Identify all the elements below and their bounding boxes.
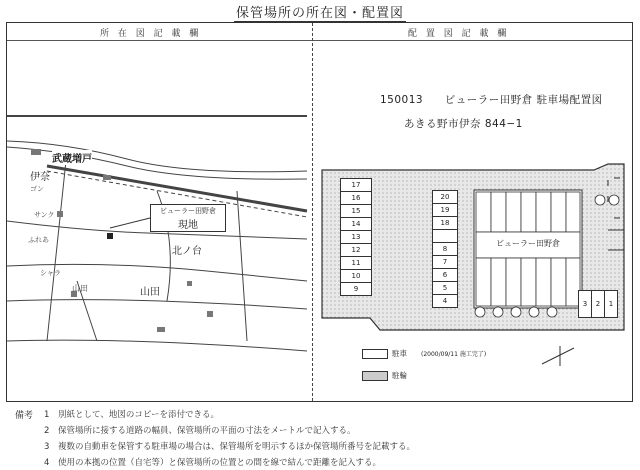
parking-space: 18 [433, 217, 457, 230]
site-pointer [108, 212, 152, 232]
parking-space: 4 [442, 297, 448, 305]
parking-space: 1 [608, 300, 614, 308]
notes-label: 備考 [15, 411, 34, 421]
station-label: 武蔵増戸 [52, 150, 92, 165]
parking-space: 7 [433, 256, 457, 269]
area-label-ina: 伊奈 [30, 172, 50, 183]
legend-other [362, 370, 407, 381]
note-item: 4 使用の本拠の位置（自宅等）と保管場所の位置との間を線で結んで距離を記入する。 [44, 458, 382, 468]
plan-heading [380, 92, 603, 107]
note-item: 1 別紙として、地図のコピーを添付できる。 [44, 410, 219, 420]
parking-space: 20 [433, 191, 457, 204]
legend-other-swatch [362, 371, 388, 381]
parking-space: 2 [592, 291, 605, 317]
parking-space: 14 [341, 218, 371, 231]
small-label: 山田 [72, 284, 88, 293]
parking-space: 12 [341, 244, 371, 257]
property-address: あきる野市伊奈 844−1 [404, 118, 523, 130]
location-map-header: 所 在 図 記 載 欄 [100, 29, 202, 39]
parking-space: 19 [433, 204, 457, 217]
document-title: 保管場所の所在図・配置図 [235, 6, 404, 21]
area-label-kitanodai: 北ノ台 [172, 246, 202, 257]
parking-space-blank [433, 230, 457, 243]
small-label: ふれあ [28, 236, 49, 244]
legend-parking-note: (2000/09/11 施工完了) [421, 351, 487, 358]
parking-space: 8 [433, 243, 457, 256]
site-callout [150, 204, 226, 232]
property-number: 150013 [380, 94, 424, 106]
note-item: 3 複数の自動車を保管する駐車場の場合は、保管場所を明示するほか保管場所番号を記載する。 [44, 442, 416, 452]
parking-space: 3 [579, 291, 592, 317]
legend-parking-swatch [362, 349, 388, 359]
parking-space: 16 [341, 192, 371, 205]
layout-plan-header: 配 置 図 記 載 欄 [408, 29, 510, 39]
north-arrow [538, 342, 578, 370]
parking-space: 9 [353, 285, 359, 293]
parking-space: 10 [341, 270, 371, 283]
parking-space: 17 [341, 179, 371, 192]
parking-column-middle [432, 190, 458, 308]
small-label: サンク [34, 211, 55, 219]
small-label: シャラ [40, 269, 61, 277]
parking-space: 15 [341, 205, 371, 218]
small-label: ゴン [30, 185, 44, 193]
property-name: ビューラー田野倉 駐車場配置図 [444, 94, 603, 106]
building-label: ビューラー田野倉 [480, 238, 576, 249]
legend-other-label: 駐輪 [392, 371, 407, 380]
parking-space: 5 [433, 282, 457, 295]
site-callout-value: 現地 [178, 220, 198, 231]
parking-space: 13 [341, 231, 371, 244]
legend-parking-label: 駐車 [392, 349, 407, 358]
parking-column-left [340, 178, 372, 296]
column-divider [312, 23, 313, 401]
parking-space: 6 [433, 269, 457, 282]
parking-row-right [578, 290, 618, 318]
area-label-yamada: 山田 [140, 287, 160, 298]
site-callout-name: ビューラー田野倉 [160, 207, 216, 215]
legend-parking [362, 348, 486, 359]
note-item: 2 保管場所に接する道路の幅員、保管場所の平面の寸法をメートルで記入する。 [44, 426, 356, 436]
parking-space: 11 [341, 257, 371, 270]
